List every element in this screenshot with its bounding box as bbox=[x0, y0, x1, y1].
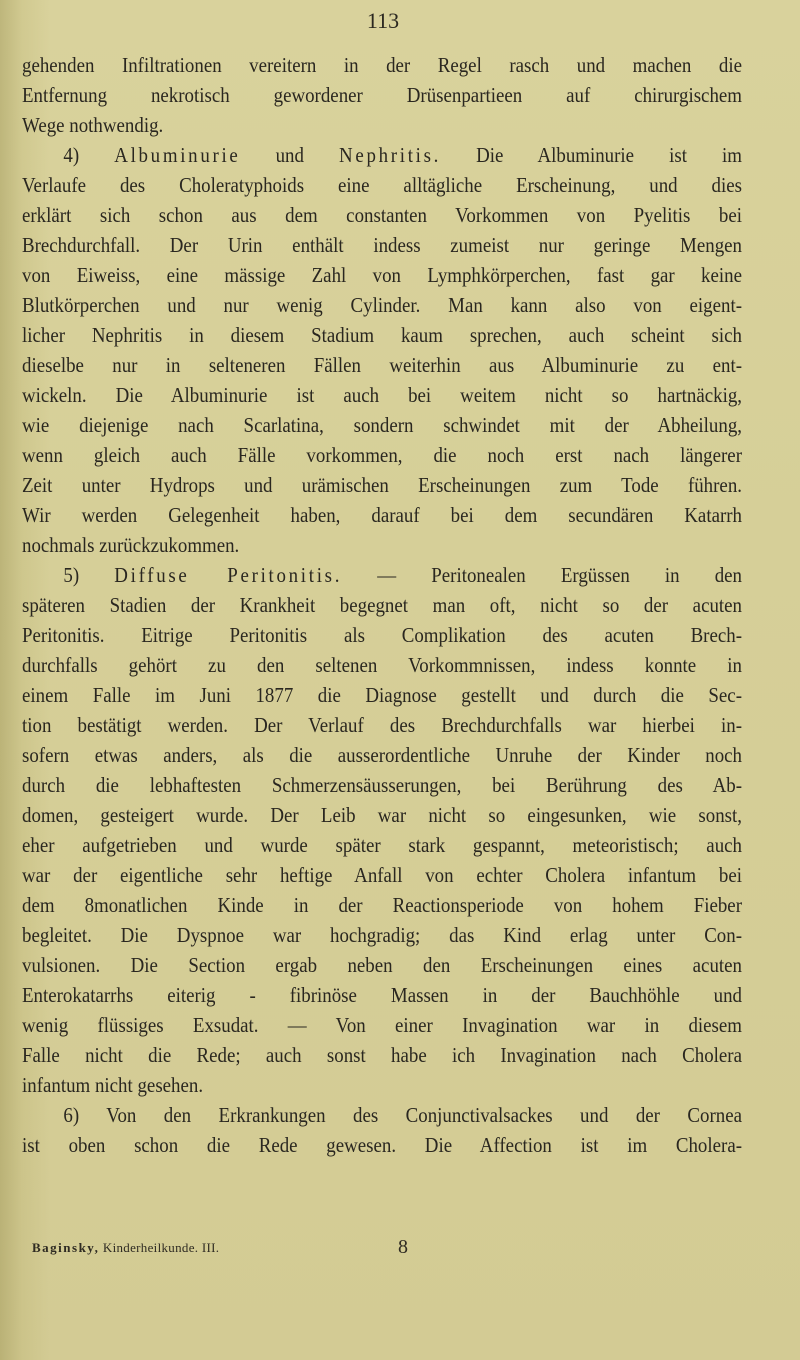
text-line: tion bestätigt werden. Der Verlauf des Brechdurchfalls war hierbei in- bbox=[22, 713, 742, 737]
text-line: Die Albuminurie ist im bbox=[476, 143, 742, 167]
text-line: Von den Erkrankungen des Conjunctivalsackes und der Cornea bbox=[106, 1103, 743, 1127]
text-line: Peritonitis. Eitrige Peritonitis als Complikation des acuten Brech- bbox=[22, 623, 742, 647]
text-line: von Eiweiss, eine mässige Zahl von Lymphkörperchen, fast gar keine bbox=[22, 263, 742, 287]
text-line: wie diejenige nach Scarlatina, sondern schwindet mit der Abheilung, bbox=[22, 413, 742, 437]
text-line: begleitet. Die Dyspnoe war hochgradig; das Kind erlag unter Con- bbox=[22, 923, 742, 947]
text-line: durch die lebhaftesten Schmerzensäusserungen, bei Berührung des Ab- bbox=[22, 773, 742, 797]
section-heading-secondary: Nephritis. bbox=[339, 143, 442, 167]
section-heading-line bbox=[22, 560, 742, 590]
text-line: nochmals zurückzukommen. bbox=[22, 533, 240, 557]
footer-work: Kinderheilkunde. III. bbox=[102, 1240, 220, 1255]
body-text bbox=[22, 50, 742, 1160]
text-line: Falle nicht die Rede; auch sonst habe ich Invagination nach Cholera bbox=[22, 1043, 742, 1067]
text-line: war der eigentliche sehr heftige Anfall von echter Cholera infantum bei bbox=[22, 863, 742, 887]
text-line: einem Falle im Juni 1877 die Diagnose gestellt und durch die Sec- bbox=[22, 683, 742, 707]
text-line: — Peritonealen Ergüssen in den bbox=[377, 563, 742, 587]
text-line: Blutkörperchen und nur wenig Cylinder. Man kann also von eigent- bbox=[22, 293, 742, 317]
text-line: Zeit unter Hydrops und urämischen Erscheinungen zum Tode führen. bbox=[22, 473, 742, 497]
text-line: wenn gleich auch Fälle vorkommen, die noch erst nach längerer bbox=[22, 443, 742, 467]
footer-reference bbox=[32, 1240, 219, 1256]
text-line: Verlaufe des Choleratyphoids eine alltägliche Erscheinung, und dies bbox=[22, 173, 742, 197]
footer-author: Baginsky, bbox=[32, 1240, 100, 1255]
page-footer bbox=[32, 1236, 752, 1262]
text-line: Enterokatarrhs eiterig - fibrinöse Massen in der Bauchhöhle und bbox=[22, 983, 742, 1007]
page-number: 113 bbox=[366, 8, 400, 33]
text-line: vulsionen. Die Section ergab neben den Erscheinungen eines acuten bbox=[22, 953, 742, 977]
section-heading-line bbox=[22, 1100, 742, 1130]
signature-mark: 8 bbox=[398, 1236, 408, 1258]
text-line: gehenden Infiltrationen vereitern in der Regel rasch und machen die bbox=[22, 53, 742, 77]
text-line: späteren Stadien der Krankheit begegnet man oft, nicht so der acuten bbox=[22, 593, 742, 617]
text-line: Entfernung nekrotisch gewordener Drüsenpartieen auf chirurgischem bbox=[22, 83, 742, 107]
text-line: Brechdurchfall. Der Urin enthält indess zumeist nur geringe Mengen bbox=[22, 233, 742, 257]
text-line: dem 8monatlichen Kinde in der Reactionsperiode von hohem Fieber bbox=[22, 893, 742, 917]
text-line: dieselbe nur in selteneren Fällen weiterhin aus Albuminurie zu ent- bbox=[22, 353, 742, 377]
text-line: wenig flüssiges Exsudat. — Von einer Invagination war in diesem bbox=[22, 1013, 742, 1037]
text-line: Wir werden Gelegenheit haben, darauf bei dem secundären Katarrh bbox=[22, 503, 742, 527]
text-line: erklärt sich schon aus dem constanten Vorkommen von Pyelitis bei bbox=[22, 203, 742, 227]
text-line: sofern etwas anders, als die ausserordentliche Unruhe der Kinder noch bbox=[22, 743, 742, 767]
section-number: 6) bbox=[63, 1103, 80, 1127]
section-number: 5) bbox=[63, 563, 80, 587]
text-line: domen, gesteigert wurde. Der Leib war nicht so eingesunken, wie sonst, bbox=[22, 803, 742, 827]
section-number: 4) bbox=[63, 143, 80, 167]
text-line: Wege nothwendig. bbox=[22, 113, 164, 137]
section-heading: Albuminurie bbox=[114, 143, 241, 167]
section-heading: Diffuse Peritonitis. bbox=[114, 563, 343, 587]
heading-connector: und bbox=[275, 143, 304, 167]
text-line: wickeln. Die Albuminurie ist auch bei weitem nicht so hartnäckig, bbox=[22, 383, 742, 407]
text-line: durchfalls gehört zu den seltenen Vorkommnissen, indess konnte in bbox=[22, 653, 742, 677]
text-line: infantum nicht gesehen. bbox=[22, 1073, 204, 1097]
text-line: eher aufgetrieben und wurde später stark gespannt, meteoristisch; auch bbox=[22, 833, 742, 857]
text-line: licher Nephritis in diesem Stadium kaum sprechen, auch scheint sich bbox=[22, 323, 742, 347]
section-heading-line bbox=[22, 140, 742, 170]
text-line: ist oben schon die Rede gewesen. Die Affection ist im Cholera- bbox=[22, 1133, 742, 1157]
